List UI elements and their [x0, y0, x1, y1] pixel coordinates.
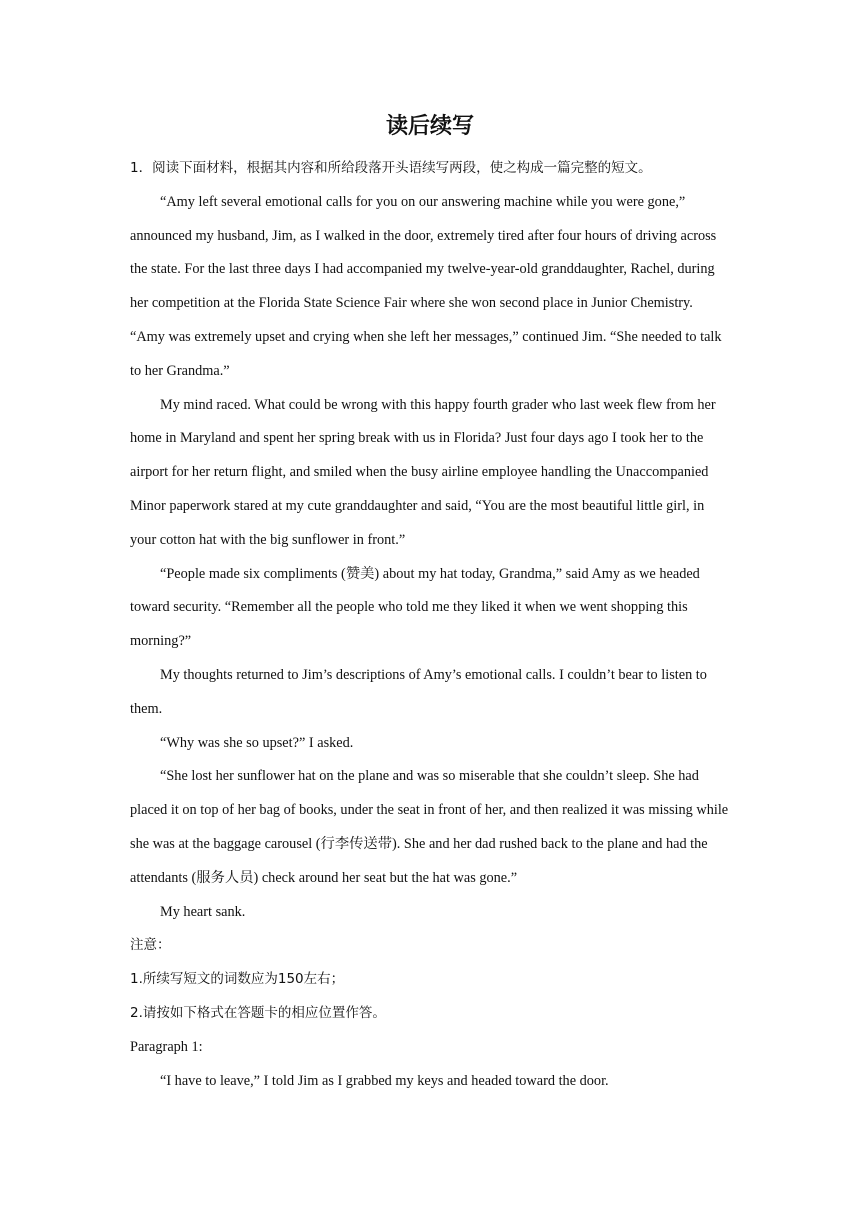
note-item-format: 2.请按如下格式在答题卡的相应位置作答。 [130, 1004, 386, 1021]
passage-paragraph-1: “Amy left several emotional calls for you on our answering machine while you were gone,” announced my husband, Jim, as I walked in the door, extremely tired after four hours of driving across the state. For the last three days I had accompanied my twelve-year-old granddaughter, Rachel, during her competition at the Florida State Science Fair where she won second place in Junior Chemistry. “Amy was extremely upset and crying when she left her messages,” continued Jim. “She needed to talk to her Grandma.” [130, 193, 722, 379]
paragraph1-opening: “I have to leave,” I told Jim as I grabbed my keys and headed toward the door. [160, 1072, 609, 1089]
document-body [130, 152, 730, 1098]
passage-paragraph-2: My mind raced. What could be wrong with this happy fourth grader who last week flew from her home in Maryland and spent her spring break with us in Florida? Just four days ago I took her to the airport for her return flight, and smiled when the busy airline employee handling the Unaccompanied Minor paperwork stared at my cute granddaughter and said, “You are the most beautiful little girl, in your cotton hat with the big sunflower in front.” [130, 396, 716, 548]
note-item-word-count: 1.所续写短文的词数应为150左右； [130, 971, 345, 988]
notes-heading: 注意： [130, 937, 171, 954]
passage-paragraph-4: My thoughts returned to Jim’s descriptions of Amy’s emotional calls. I couldn’t bear to listen to them. [130, 666, 707, 717]
passage-paragraph-7: My heart sank. [160, 903, 246, 920]
passage-paragraph-6: “She lost her sunflower hat on the plane and was so miserable that she couldn’t sleep. She had placed it on top of her bag of books, under the seat in front of her, and then realized it was missing while she was at the baggage carousel (行李传送带). She and her dad rushed back to the plane and had the attendants (服务人员) check around her seat but the hat was gone.” [130, 768, 729, 886]
task-instruction: 1．阅读下面材料，根据其内容和所给段落开头语续写两段，使之构成一篇完整的短文。 [130, 160, 652, 176]
passage-paragraph-5: “Why was she so upset?” I asked. [160, 734, 354, 751]
paragraph1-label: Paragraph 1: [130, 1038, 203, 1055]
passage-paragraph-3: “People made six compliments (赞美) about my hat today, Grandma,” said Amy as we headed toward security. “Remember all the people who told me they liked it when we went shopping this morning?” [130, 565, 700, 650]
page-title: 读后续写 [385, 114, 474, 139]
